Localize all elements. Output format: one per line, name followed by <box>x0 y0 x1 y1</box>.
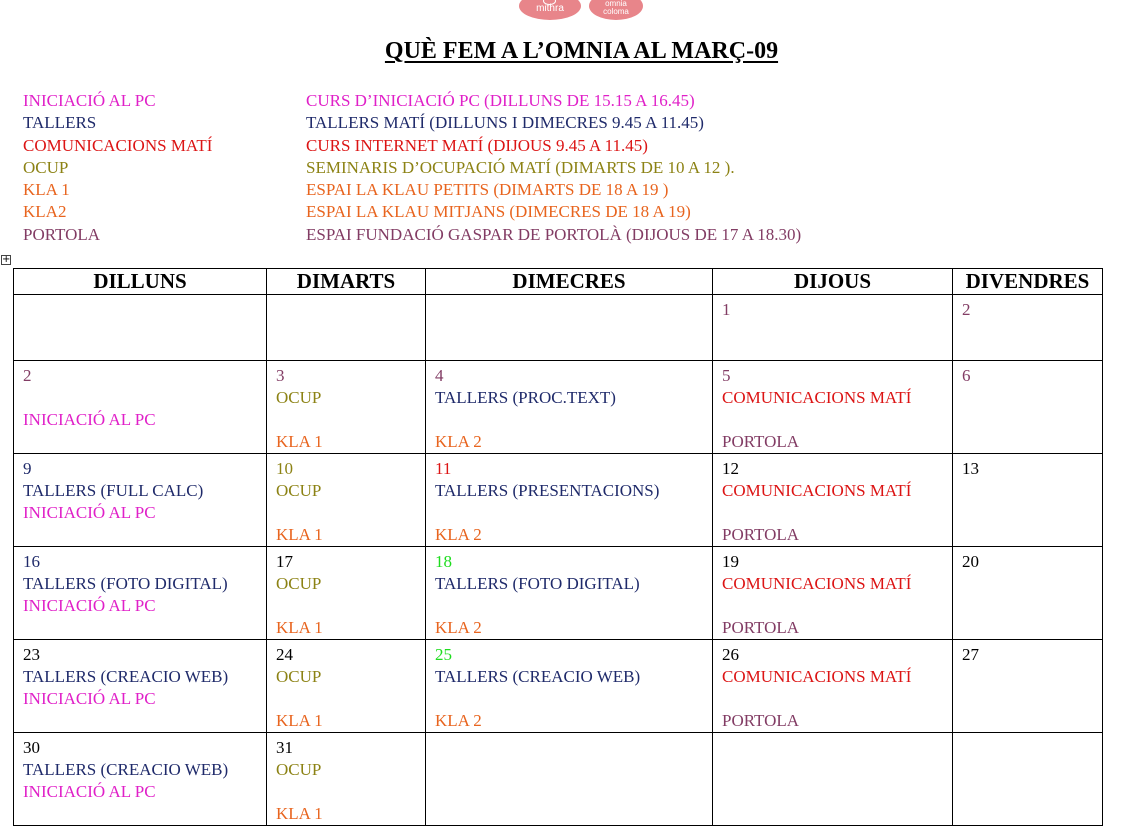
day-cell <box>267 733 426 826</box>
mithra-logo <box>519 0 581 20</box>
day-header: DIMECRES <box>426 269 713 295</box>
week-row <box>14 295 1103 361</box>
day-number: 13 <box>962 459 979 478</box>
day-cell <box>426 547 713 640</box>
activity-label: PORTOLA <box>722 525 800 544</box>
day-cell <box>953 295 1103 361</box>
day-number: 19 <box>722 552 739 571</box>
activity-label <box>435 688 712 710</box>
activity-label <box>276 409 425 431</box>
day-number: 5 <box>722 366 731 385</box>
activity-label <box>23 387 266 409</box>
day-number: 26 <box>722 645 739 664</box>
legend-description: SEMINARIS D’OCUPACIÓ MATÍ (DIMARTS DE 10 A 12 ). <box>306 157 735 177</box>
legend-key: PORTOLA <box>23 224 101 244</box>
activity-label: KLA 2 <box>435 618 482 637</box>
day-number: 27 <box>962 645 979 664</box>
week-row <box>14 361 1103 454</box>
activity-label <box>722 409 952 431</box>
table-move-handle-icon[interactable]: + <box>2 254 11 265</box>
activity-label <box>722 595 952 617</box>
day-number: 20 <box>962 552 979 571</box>
legend-row <box>23 135 801 157</box>
legend-row <box>23 157 801 179</box>
day-cell <box>14 295 267 361</box>
day-cell <box>953 547 1103 640</box>
activity-label: TALLERS (CREACIO WEB) <box>23 667 229 686</box>
activity-label: PORTOLA <box>722 618 800 637</box>
day-number: 10 <box>276 459 293 478</box>
day-number: 1 <box>722 300 731 319</box>
day-number: 6 <box>962 366 971 385</box>
day-cell <box>426 640 713 733</box>
day-cell <box>426 733 713 826</box>
week-row <box>14 547 1103 640</box>
day-number: 3 <box>276 366 285 385</box>
day-number: 31 <box>276 738 293 757</box>
legend-key: KLA 1 <box>23 180 70 200</box>
activity-label <box>435 502 712 524</box>
day-number: 2 <box>962 300 971 319</box>
activity-label: TALLERS (PROC.TEXT) <box>435 388 616 407</box>
omnia-coloma-logo <box>589 0 643 20</box>
activity-label: PORTOLA <box>722 432 800 451</box>
day-number: 9 <box>23 459 32 478</box>
legend-row <box>23 201 801 223</box>
day-cell <box>953 640 1103 733</box>
activity-label <box>276 781 425 803</box>
day-cell <box>713 361 953 454</box>
legend-row <box>23 179 801 201</box>
day-cell <box>426 454 713 547</box>
day-cell <box>267 640 426 733</box>
activity-label <box>435 595 712 617</box>
activity-label: KLA 1 <box>276 432 323 451</box>
day-number: 16 <box>23 552 40 571</box>
day-cell <box>426 361 713 454</box>
activity-label <box>276 502 425 524</box>
day-cell <box>14 640 267 733</box>
activity-label: TALLERS (PRESENTACIONS) <box>435 481 660 500</box>
day-header: DIJOUS <box>713 269 953 295</box>
day-number: 30 <box>23 738 40 757</box>
day-number: 17 <box>276 552 293 571</box>
day-cell <box>14 454 267 547</box>
day-cell <box>713 295 953 361</box>
activity-label: TALLERS (FOTO DIGITAL) <box>435 574 640 593</box>
mithra-logo-text: mithra <box>536 3 564 14</box>
legend-row <box>23 90 801 112</box>
activity-label <box>722 502 952 524</box>
activity-label: OCUP <box>276 388 322 407</box>
week-row <box>14 454 1103 547</box>
day-cell <box>713 640 953 733</box>
day-header: DILLUNS <box>14 269 267 295</box>
activity-label: COMUNICACIONS MATÍ <box>722 388 912 407</box>
activity-label <box>276 595 425 617</box>
day-cell <box>953 361 1103 454</box>
day-number: 4 <box>435 366 444 385</box>
legend-description: ESPAI FUNDACIÓ GASPAR DE PORTOLÀ (DIJOUS DE 17 A 18.30) <box>306 224 802 244</box>
activity-label: COMUNICACIONS MATÍ <box>722 574 912 593</box>
activity-label: INICIACIÓ AL PC <box>23 782 156 801</box>
day-cell <box>14 733 267 826</box>
week-row <box>14 640 1103 733</box>
day-cell <box>14 547 267 640</box>
activity-label: KLA 1 <box>276 618 323 637</box>
activity-label: KLA 2 <box>435 525 482 544</box>
legend-row <box>23 224 801 246</box>
legend-description: TALLERS MATÍ (DILLUNS I DIMECRES 9.45 A 11.45) <box>306 113 704 133</box>
coloma-logo-text: coloma <box>603 7 629 16</box>
day-number: 11 <box>435 459 452 478</box>
week-row <box>14 733 1103 826</box>
legend-key: OCUP <box>23 157 69 177</box>
calendar-header-row <box>14 269 1103 295</box>
day-cell <box>953 733 1103 826</box>
activity-label: KLA 1 <box>276 711 323 730</box>
legend-description: ESPAI LA KLAU MITJANS (DIMECRES DE 18 A 19) <box>306 202 691 222</box>
day-cell <box>713 733 953 826</box>
activity-label: PORTOLA <box>722 711 800 730</box>
legend-description: ESPAI LA KLAU PETITS (DIMARTS DE 18 A 19 ) <box>306 180 669 200</box>
legend-key: INICIACIÓ AL PC <box>23 91 156 110</box>
activity-label: OCUP <box>276 574 322 593</box>
activity-label <box>435 409 712 431</box>
activity-label: TALLERS (CREACIO WEB) <box>435 667 641 686</box>
activity-label: OCUP <box>276 667 322 686</box>
activity-label: KLA 2 <box>435 432 482 451</box>
legend-key: KLA2 <box>23 202 67 222</box>
page-title: QUÈ FEM A L’OMNIA AL MARÇ-09 <box>384 38 779 64</box>
legend-description: CURS INTERNET MATÍ (DIJOUS 9.45 A 11.45) <box>306 135 648 155</box>
day-header: DIMARTS <box>267 269 426 295</box>
day-cell <box>267 361 426 454</box>
day-number: 2 <box>23 366 32 385</box>
day-number: 23 <box>23 645 40 664</box>
activity-label: KLA 2 <box>435 711 482 730</box>
day-number: 24 <box>276 645 293 664</box>
activity-label: TALLERS (CREACIO WEB) <box>23 760 229 779</box>
day-cell <box>953 454 1103 547</box>
activity-label: KLA 1 <box>276 804 323 823</box>
activity-label: OCUP <box>276 760 322 779</box>
legend-key: COMUNICACIONS MATÍ <box>23 135 213 155</box>
activity-label <box>722 688 952 710</box>
legend-key: TALLERS <box>23 113 97 133</box>
activity-label: INICIACIÓ AL PC <box>23 410 156 429</box>
day-cell <box>14 361 267 454</box>
day-cell <box>713 454 953 547</box>
activity-label: COMUNICACIONS MATÍ <box>722 667 912 686</box>
day-header: DIVENDRES <box>953 269 1103 295</box>
omnia-logo-text: omnia <box>605 0 627 8</box>
day-cell <box>426 295 713 361</box>
activity-label: TALLERS (FOTO DIGITAL) <box>23 574 228 593</box>
activity-label: OCUP <box>276 481 322 500</box>
activity-label <box>276 688 425 710</box>
day-cell <box>267 454 426 547</box>
activity-label: KLA 1 <box>276 525 323 544</box>
day-cell <box>713 547 953 640</box>
activity-label: INICIACIÓ AL PC <box>23 596 156 615</box>
legend-row <box>23 112 801 134</box>
day-cell <box>267 295 426 361</box>
activity-label: COMUNICACIONS MATÍ <box>722 481 912 500</box>
activity-label: TALLERS (FULL CALC) <box>23 481 204 500</box>
activity-legend <box>23 90 801 246</box>
legend-description: CURS D’INICIACIÓ PC (DILLUNS DE 15.15 A 16.45) <box>306 91 695 110</box>
day-number: 12 <box>722 459 739 478</box>
day-cell <box>267 547 426 640</box>
activity-label: INICIACIÓ AL PC <box>23 503 156 522</box>
activity-label: INICIACIÓ AL PC <box>23 689 156 708</box>
day-number: 25 <box>435 645 452 664</box>
day-number: 18 <box>435 552 452 571</box>
calendar-table <box>13 268 1103 826</box>
